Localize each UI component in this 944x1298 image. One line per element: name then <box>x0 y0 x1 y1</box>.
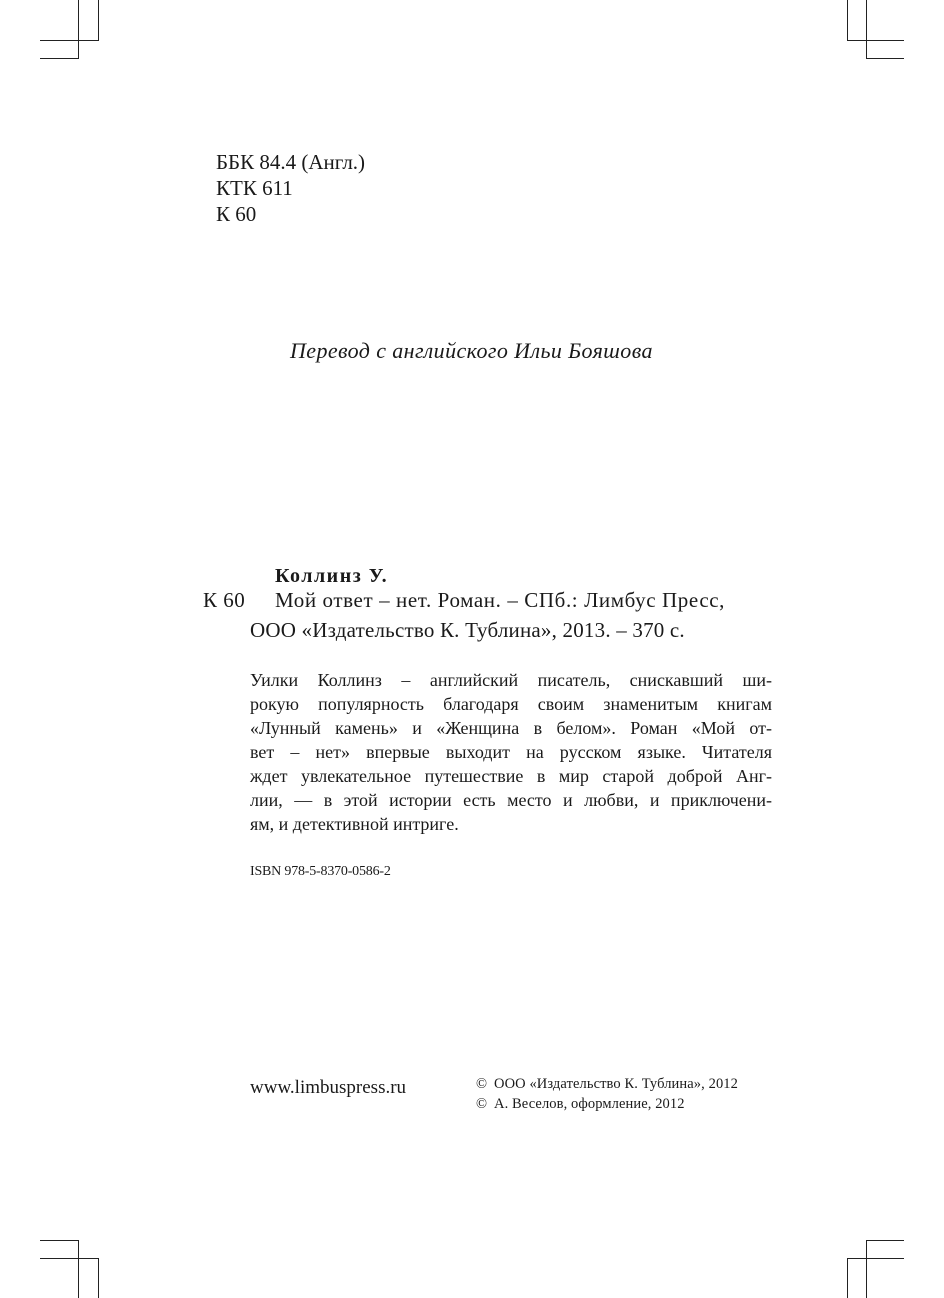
crop-mark <box>866 58 904 59</box>
classification-block <box>216 149 365 227</box>
crop-mark <box>847 1258 848 1298</box>
annotation-line: вет – нет» впервые выходит на русском языке. Читателя <box>250 742 772 762</box>
author-name: Коллинз У. <box>275 565 389 587</box>
copyright-icon: © <box>476 1076 488 1092</box>
annotation-line: рокую популярность благодаря своим знаменитым книгам <box>250 694 772 714</box>
copyright-text: ООО «Издательство К. Тублина», 2012 <box>494 1076 739 1092</box>
isbn: ISBN 978-5-8370-0586-2 <box>250 864 391 879</box>
bbk-code: ББК 84.4 (Англ.) <box>216 150 366 174</box>
annotation-line: ям, и детективной интриге. <box>250 814 459 834</box>
crop-mark <box>78 1240 79 1298</box>
crop-mark <box>98 0 99 40</box>
crop-mark <box>98 1258 99 1298</box>
copyright-text: А. Веселов, оформление, 2012 <box>494 1096 685 1112</box>
crop-mark <box>866 1240 867 1298</box>
annotation-line: «Лунный камень» и «Женщина в белом». Роман «Мой от- <box>250 718 772 738</box>
bibliographic-line-2: ООО «Издательство К. Тублина», 2013. – 370 с. <box>250 618 685 642</box>
translator-credit: Перевод с английского Ильи Бояшова <box>290 338 653 363</box>
crop-mark <box>40 1258 99 1259</box>
crop-mark <box>847 1258 904 1259</box>
crop-mark <box>78 0 79 58</box>
crop-mark <box>40 40 99 41</box>
annotation-line: ждет увлекательное путешествие в мир старой доброй Анг- <box>250 766 772 786</box>
copyright-icon: © <box>476 1096 488 1112</box>
annotation-line: Уилки Коллинз – английский писатель, снискавший ши- <box>250 670 772 690</box>
crop-mark <box>866 1240 904 1241</box>
website-link[interactable]: www.limbuspress.ru <box>250 1077 407 1098</box>
crop-mark <box>847 0 848 40</box>
crop-mark <box>847 40 904 41</box>
annotation <box>250 668 772 836</box>
copyright-line-1 <box>476 1076 738 1093</box>
author-mark: К 60 <box>216 202 257 226</box>
author-mark-code: К 60 <box>203 588 246 612</box>
annotation-line: лии, — в этой истории есть место и любви, и приключени- <box>250 790 772 810</box>
crop-mark <box>40 58 79 59</box>
crop-mark <box>866 0 867 58</box>
crop-mark <box>40 1240 79 1241</box>
copyright-line-2 <box>476 1096 685 1113</box>
bibliographic-line-1: Мой ответ – нет. Роман. – СПб.: Лимбус Пресс, <box>275 588 726 612</box>
ktk-code: КТК 611 <box>216 176 293 200</box>
